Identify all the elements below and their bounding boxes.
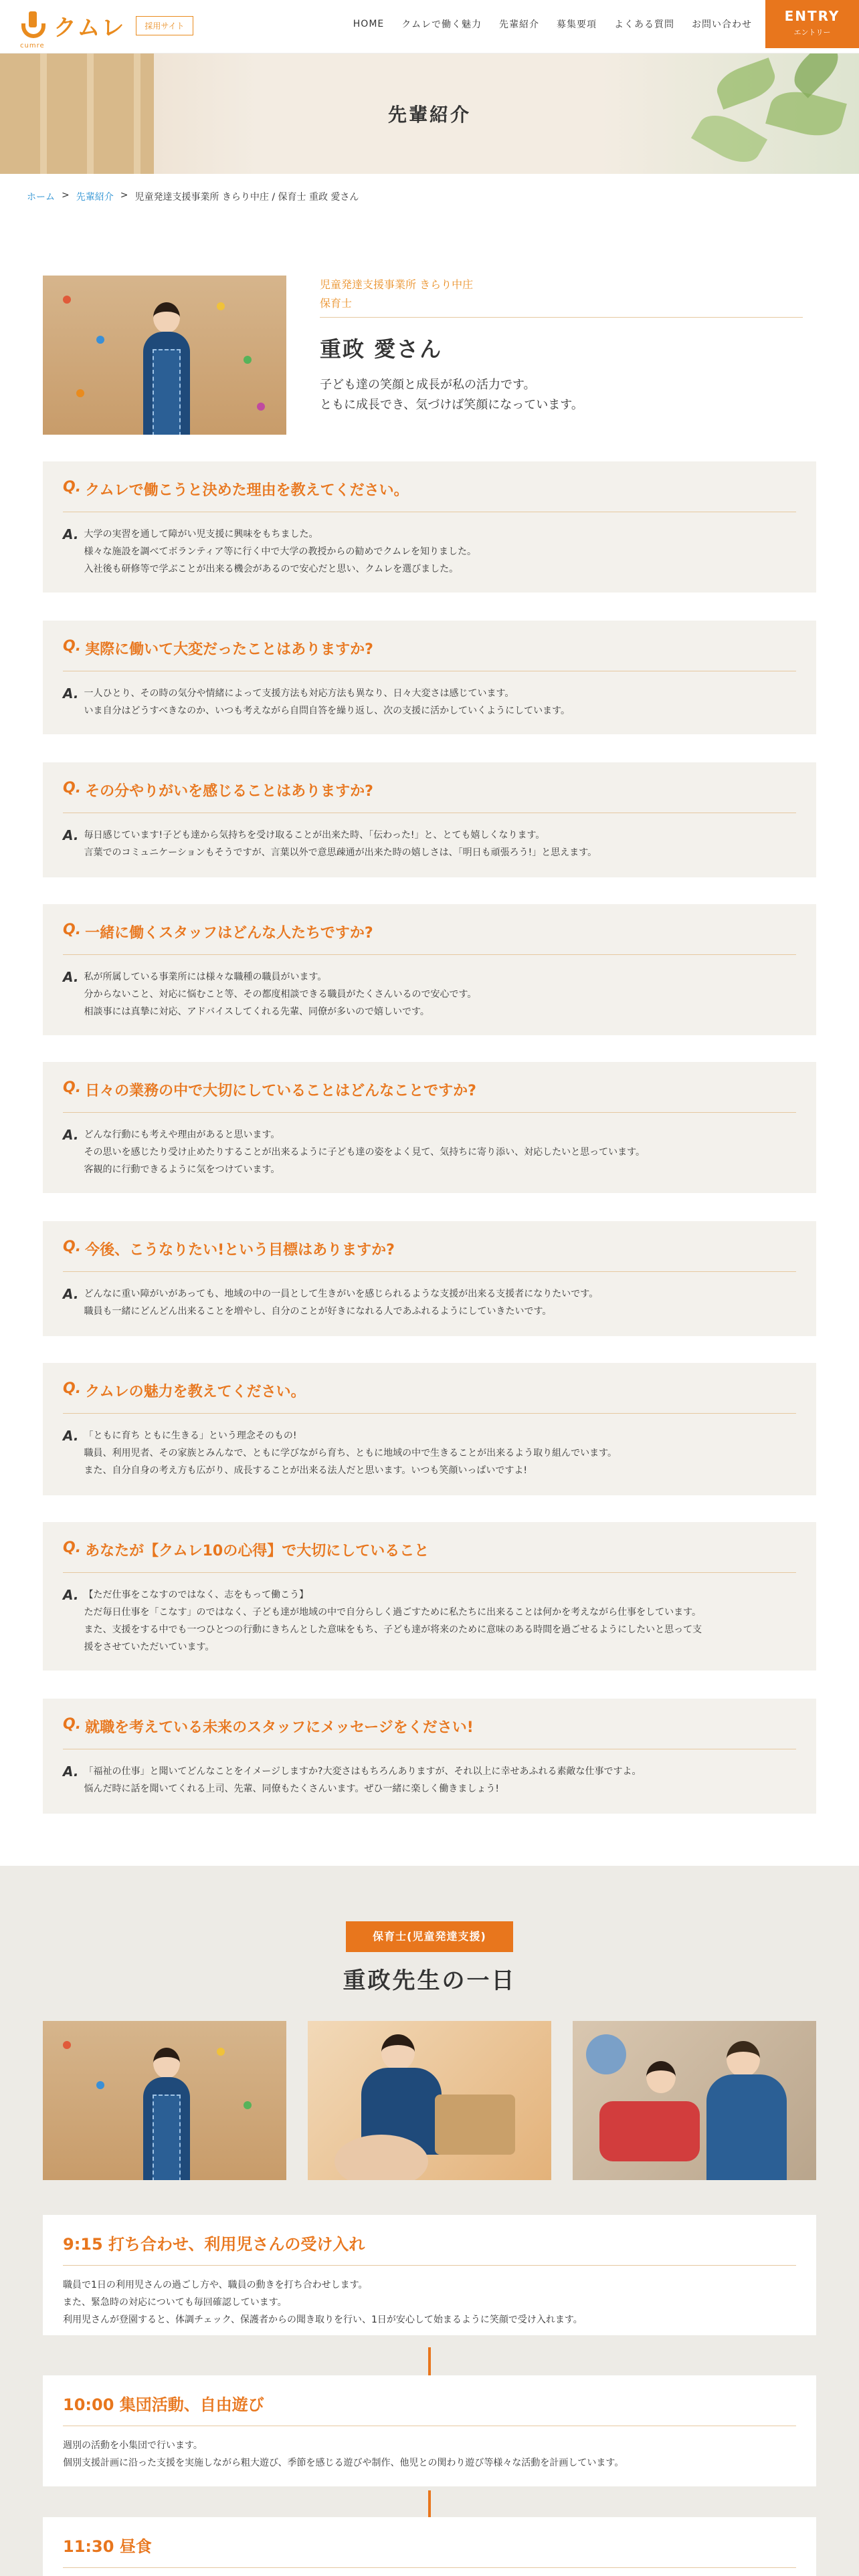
answer: A. 「福祉の仕事」と聞いてどんなことをイメージしますか?大変さはもちろんありますが、それ以上に幸せあふれる素敵な仕事ですよ。 悩んだ時に話を聞いてくれる上司、先輩、同僚もたくさんいます。ぜひ一緒に楽しく働きましょう!: [63, 1763, 642, 1794]
nav-staff[interactable]: 先輩紹介: [499, 19, 539, 30]
profile-name: 重政 愛さん: [320, 336, 443, 362]
question: Q. 就職を考えている未来のスタッフにメッセージをください!: [63, 1716, 796, 1749]
day-photo: [43, 2021, 286, 2180]
logo-text: クムレ: [54, 15, 126, 41]
answer: A. 一人ひとり、その時の気分や情緒によって支援方法も対応方法も異なり、日々大変さは感じています。 いま自分はどうすべきなのか、いつも考えながら自問自答を繰り返し、次の支援に活かしていくようにしています。: [63, 685, 571, 716]
qa-block: [43, 461, 816, 593]
answer: A. 【ただ仕事をこなすのではなく、志をもって働こう】 ただ毎日仕事を「こなす」のではなく、子ども達が地域の中で自分らしく過ごすために私たちに出来ることは何かを考えながら仕事をしています。 また、支援をする中でも一つひとつの行動にきちんとした意味をもち、子ども達が将来のために意味のある時間を過ごせるようにしたいと思って支 援をさせていただいています。: [63, 1587, 702, 1652]
answer: A. 毎日感じています!子ども達から気持ちを受け取ることが出来た時、「伝わった!」と、とても嬉しくなります。 言葉でのコミュニケーションもそうですが、言葉以外で意思疎通が出来た時の嬉しさは、「明日も頑張ろう!」と思えます。: [63, 827, 597, 858]
schedule-item: [43, 2517, 816, 2576]
day-photo: [308, 2021, 551, 2180]
profile-role: 保育士: [320, 294, 803, 318]
nav-faq[interactable]: よくある質問: [614, 19, 674, 30]
logo-mark-icon: [19, 11, 48, 49]
question: Q. あなたが【クムレ10の心得】で大切にしていること: [63, 1539, 796, 1573]
catch-line: ともに成長でき、気づけば笑顔になっています。: [320, 398, 583, 412]
logo[interactable]: [19, 9, 193, 49]
breadcrumb-parent[interactable]: 先輩紹介: [76, 192, 114, 203]
question: Q. 実際に働いて大変だったことはありますか?: [63, 638, 796, 671]
breadcrumb: [27, 190, 359, 203]
qa-block: [43, 1062, 816, 1193]
day-photo: [573, 2021, 816, 2180]
one-day-title: 重政先生の一日: [343, 1967, 516, 1994]
role-tag: 保育士(児童発達支援): [346, 1921, 513, 1952]
qa-block: [43, 1522, 816, 1671]
qa-block: [43, 904, 816, 1035]
answer: A. 大学の実習を通して障がい児支援に興味をもちました。 様々な施設を調べてボランティア等に行く中で大学の教授からの勧めでクムレを知りました。 入社後も研修等で学ぶことが出来る機会があるので安心だと思い、クムレを選びました。: [63, 526, 477, 574]
schedule-item: [43, 2375, 816, 2486]
answer: A. 私が所属している事業所には様々な職種の職員がいます。 分からないこと、対応に悩むこと等、その都度相談できる職員がたくさんいるので安心です。 相談事には真摯に対応、アドバイスしてくれる先輩、同僚が多いので嬉しいです。: [63, 969, 477, 1017]
schedule-item: [43, 2215, 816, 2335]
schedule-time-title: 11:30 昼食: [63, 2533, 796, 2568]
breadcrumb-current: 児童発達支援事業所 きらり中庄 / 保育士 重政 愛さん: [134, 192, 359, 203]
schedule-time-title: 10:00 集団活動、自由遊び: [63, 2391, 796, 2426]
nav-contact[interactable]: お問い合わせ: [692, 19, 752, 30]
qa-block: [43, 1699, 816, 1814]
profile-info: [320, 276, 803, 415]
profile-catchphrase: [320, 375, 803, 415]
recruit-site-badge: 採用サイト: [136, 16, 193, 35]
qa-block: [43, 762, 816, 877]
timeline-connector: [428, 2490, 431, 2518]
qa-block: [43, 1363, 816, 1495]
entry-button[interactable]: [765, 0, 859, 48]
nav-requirements[interactable]: 募集要項: [557, 19, 597, 30]
question: Q. その分やりがいを感じることはありますか?: [63, 780, 796, 813]
page-title: 先輩紹介: [387, 104, 471, 126]
answer: A. 「ともに育ち ともに生きる」という理念そのもの! 職員、利用児者、その家族とみんなで、ともに学びながら育ち、ともに地域の中で生きることが出来るよう取り組んでいます。 また、自分自身の考え方も広がり、成長することが出来る法人だと思います。いつも笑顔いっぱいですよ!: [63, 1428, 617, 1476]
qa-block: [43, 1221, 816, 1336]
answer: A. どんなに重い障がいがあっても、地域の中の一員として生きがいを感じられるような支援が出来る支援者になりたいです。 職員も一緒にどんどん出来ることを増やし、自分のことが好きになれる人であふれるようにしていきたいです。: [63, 1286, 599, 1317]
global-nav: [353, 0, 752, 48]
question: Q. 日々の業務の中で大切にしていることはどんなことですか?: [63, 1079, 796, 1113]
breadcrumb-separator: >: [62, 190, 70, 201]
timeline-connector: [428, 2347, 431, 2375]
catch-line: 子ども達の笑顔と成長が私の活力です。: [320, 378, 536, 392]
schedule-description: 週別の活動を小集団で行います。 個別支援計画に沿った支援を実施しながら粗大遊び、季節を感じる遊びや制作、他児との関わり遊び等様々な活動を計画しています。: [63, 2440, 624, 2468]
nav-home[interactable]: HOME: [353, 19, 385, 29]
question: Q. 今後、こうなりたい!という目標はありますか?: [63, 1239, 796, 1272]
question: Q. 一緒に働くスタッフはどんな人たちですか?: [63, 922, 796, 955]
breadcrumb-home[interactable]: ホーム: [27, 192, 55, 203]
question: Q. クムレの魅力を教えてください。: [63, 1380, 796, 1414]
qa-block: [43, 621, 816, 734]
entry-button-label: ENTRY: [784, 8, 840, 24]
site-header: [0, 0, 859, 53]
nav-appeal[interactable]: クムレで働く魅力: [401, 19, 482, 30]
schedule-time-title: 9:15 打ち合わせ、利用児さんの受け入れ: [63, 2231, 796, 2266]
answer: A. どんな行動にも考えや理由があると思います。 その思いを感じたり受け止めたりすることが出来るように子ども達の姿をよく見て、気持ちに寄り添い、対応したいと思っています。 客観的に行動できるように気をつけています。: [63, 1127, 646, 1175]
profile-company: 児童発達支援事業所 きらり中庄: [320, 278, 474, 291]
entry-button-sublabel: エントリー: [793, 28, 831, 37]
schedule-description: 職員で1日の利用児さんの過ごし方や、職員の動きを打ち合わせします。 また、緊急時の対応についても毎回確認しています。 利用児さんが登園すると、体調チェック、保護者からの聞き取りを行い、1日が安心して始まるように笑顔で受け入れます。: [63, 2280, 583, 2325]
breadcrumb-separator: >: [120, 190, 128, 201]
profile-photo: [43, 276, 286, 435]
question: Q. クムレで働こうと決めた理由を教えてください。: [63, 479, 796, 512]
logo-subtext: cumre: [20, 41, 45, 49]
